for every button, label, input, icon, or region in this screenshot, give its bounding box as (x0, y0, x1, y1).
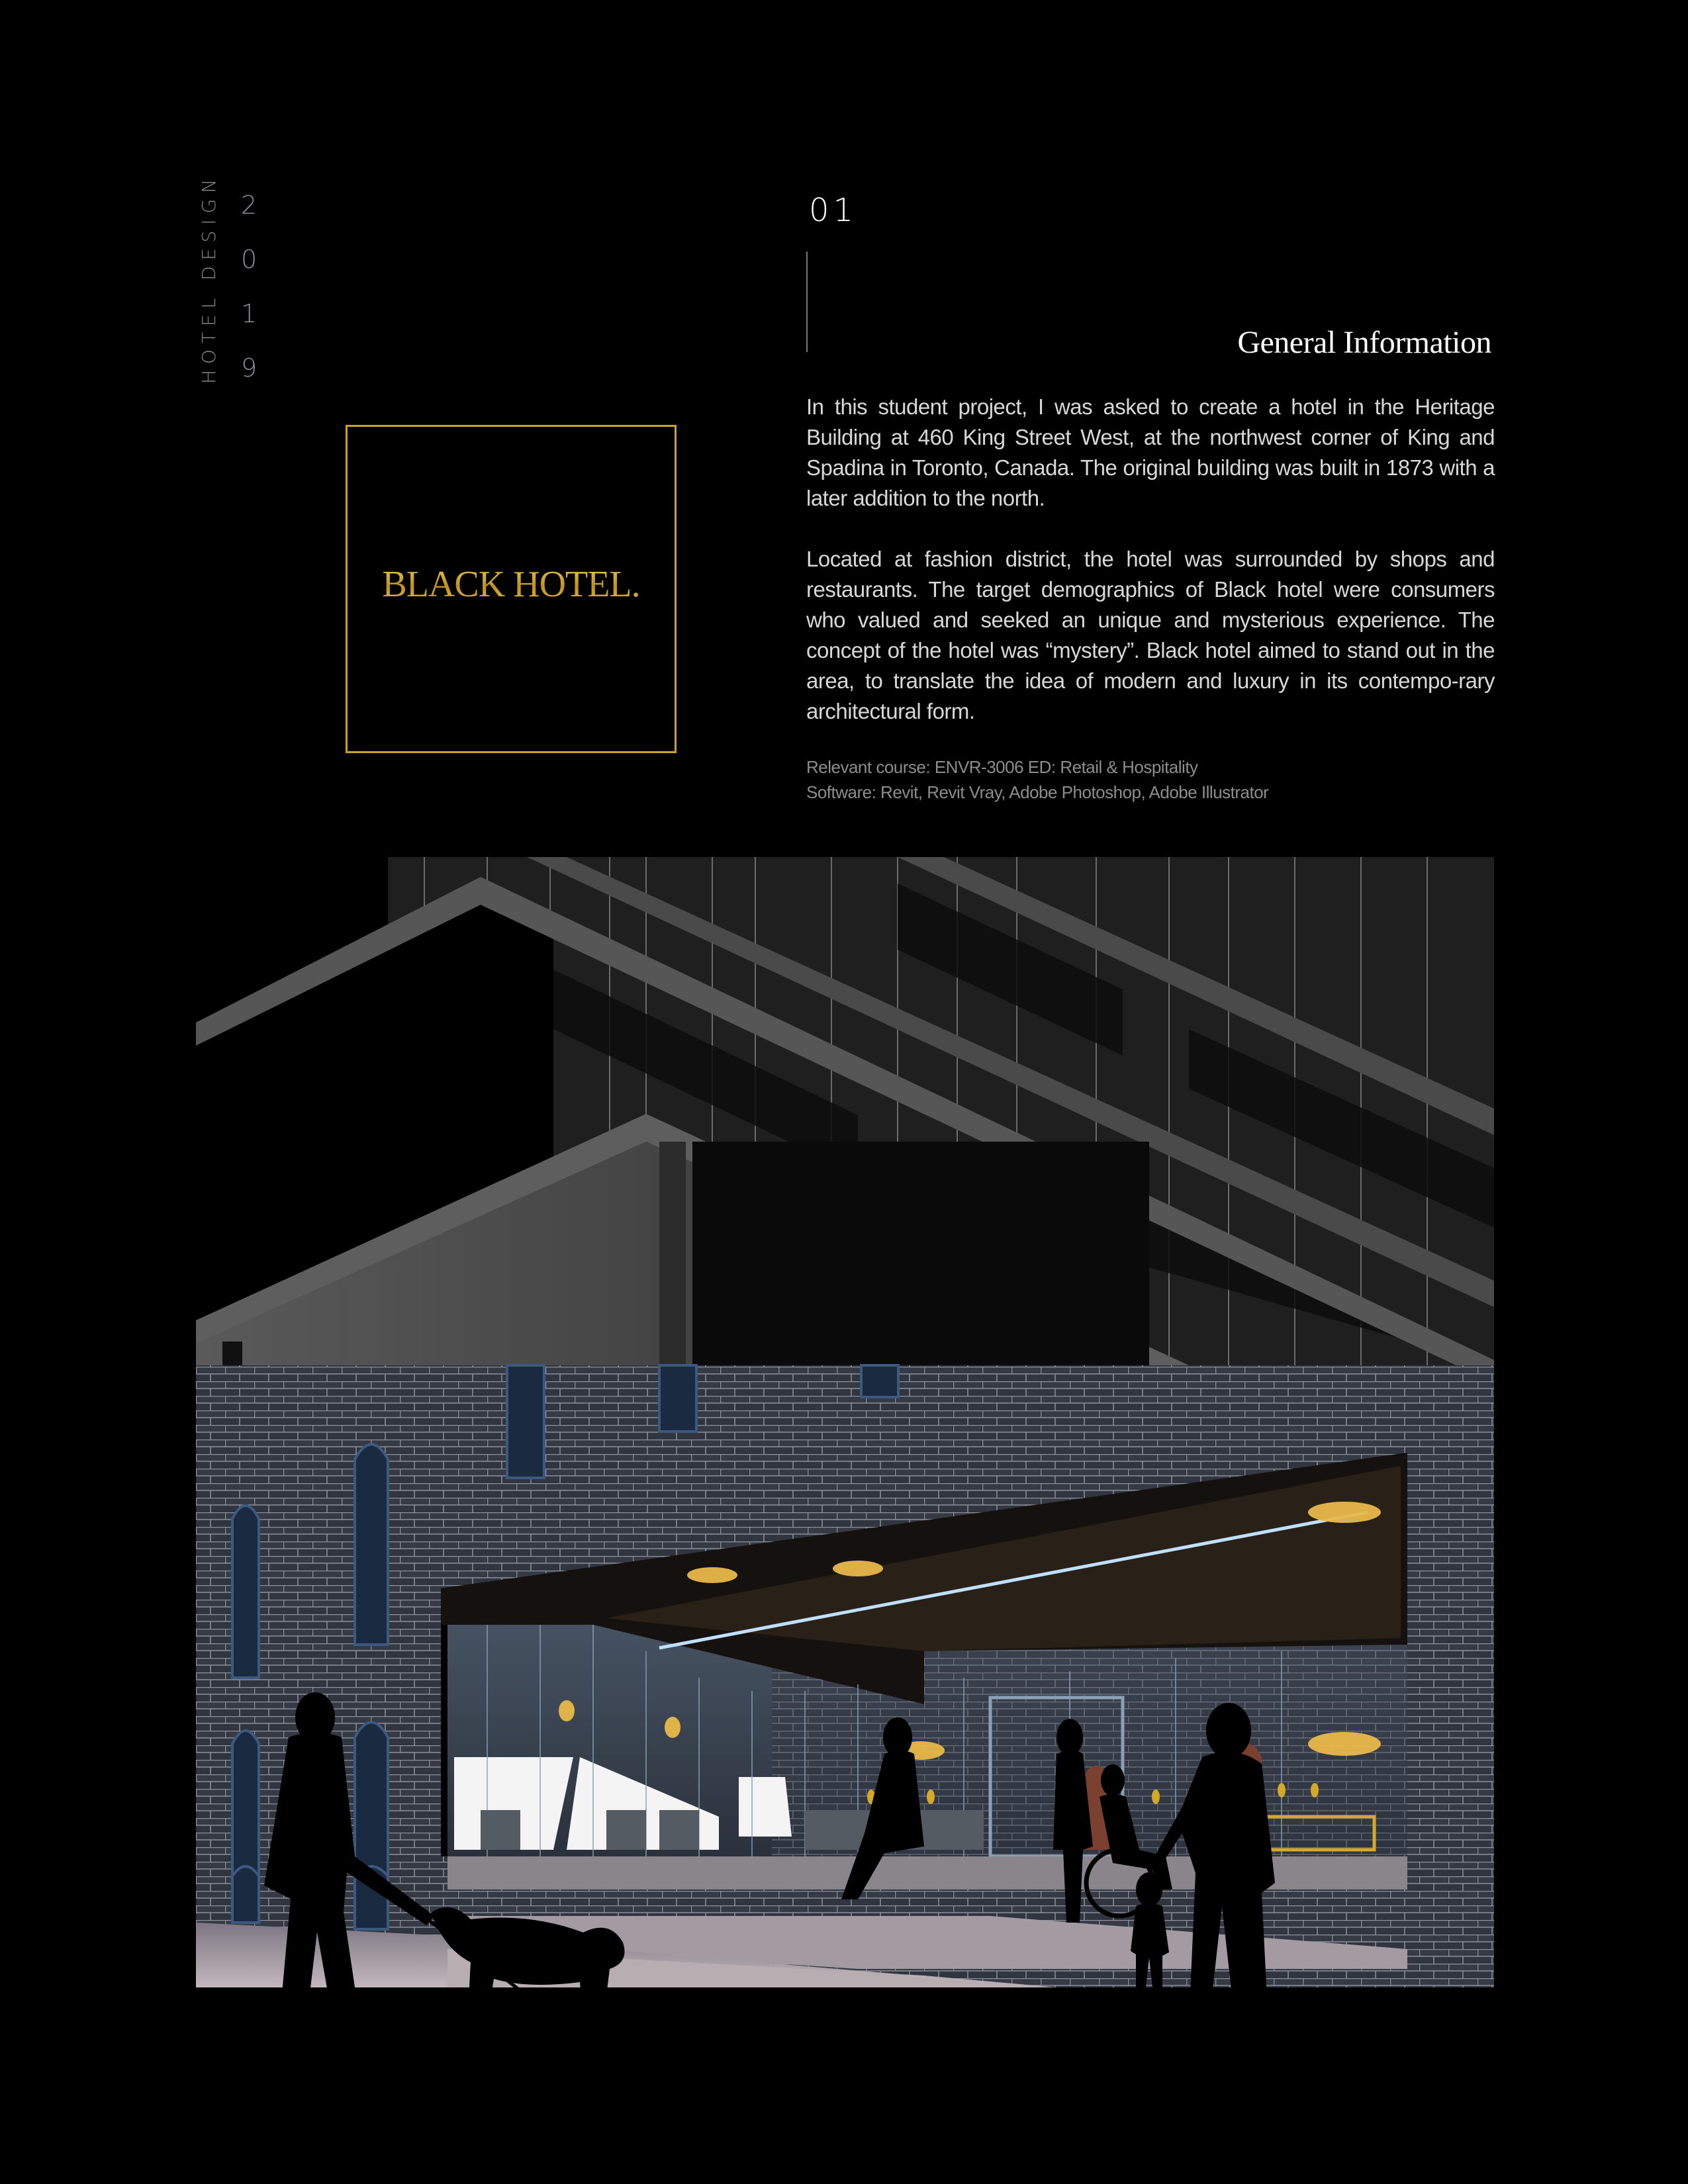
section-number: 01 (809, 192, 858, 229)
project-meta (806, 754, 1268, 805)
year-digit: 2 (241, 191, 258, 220)
software-list: Software: Revit, Revit Vray, Adobe Photoshop, Adobe Illustrator (806, 782, 1269, 802)
vertical-divider (806, 251, 808, 352)
hotel-rendering (196, 857, 1494, 1987)
year-digit: 9 (241, 353, 258, 383)
side-label (197, 173, 224, 384)
relevant-course: Relevant course: ENVR-3006 ED: Retail & Hospitality (806, 757, 1198, 777)
side-label-text: HOTEL DESIGN (198, 173, 220, 384)
body-text (806, 392, 1495, 757)
paragraph: In this student project, I was asked to create a hotel in the Heritage Building at 460 King Street West, at the northwest corner of King and Spadina in Toronto, Canada. The original building was built in 1873 with a later addition to the north. (806, 394, 1495, 510)
logo-wordmark: BLACK HOTEL. (382, 564, 640, 605)
year-digit: 0 (241, 245, 258, 274)
year-digit: 1 (241, 299, 258, 328)
hotel-logo (346, 425, 677, 753)
paragraph: Located at fashion district, the hotel was surrounded by shops and restaurants. The target demographics of Black hotel were consumers who valued and seeked an unique and mysterious experience. The concept of the hotel was “mystery”. Black hotel aimed to stand out in the area, to translate the idea of modern and luxury in its contempo-rary architectural form. (806, 547, 1495, 723)
year-digits (241, 192, 261, 409)
section-title: General Information (1237, 325, 1491, 360)
